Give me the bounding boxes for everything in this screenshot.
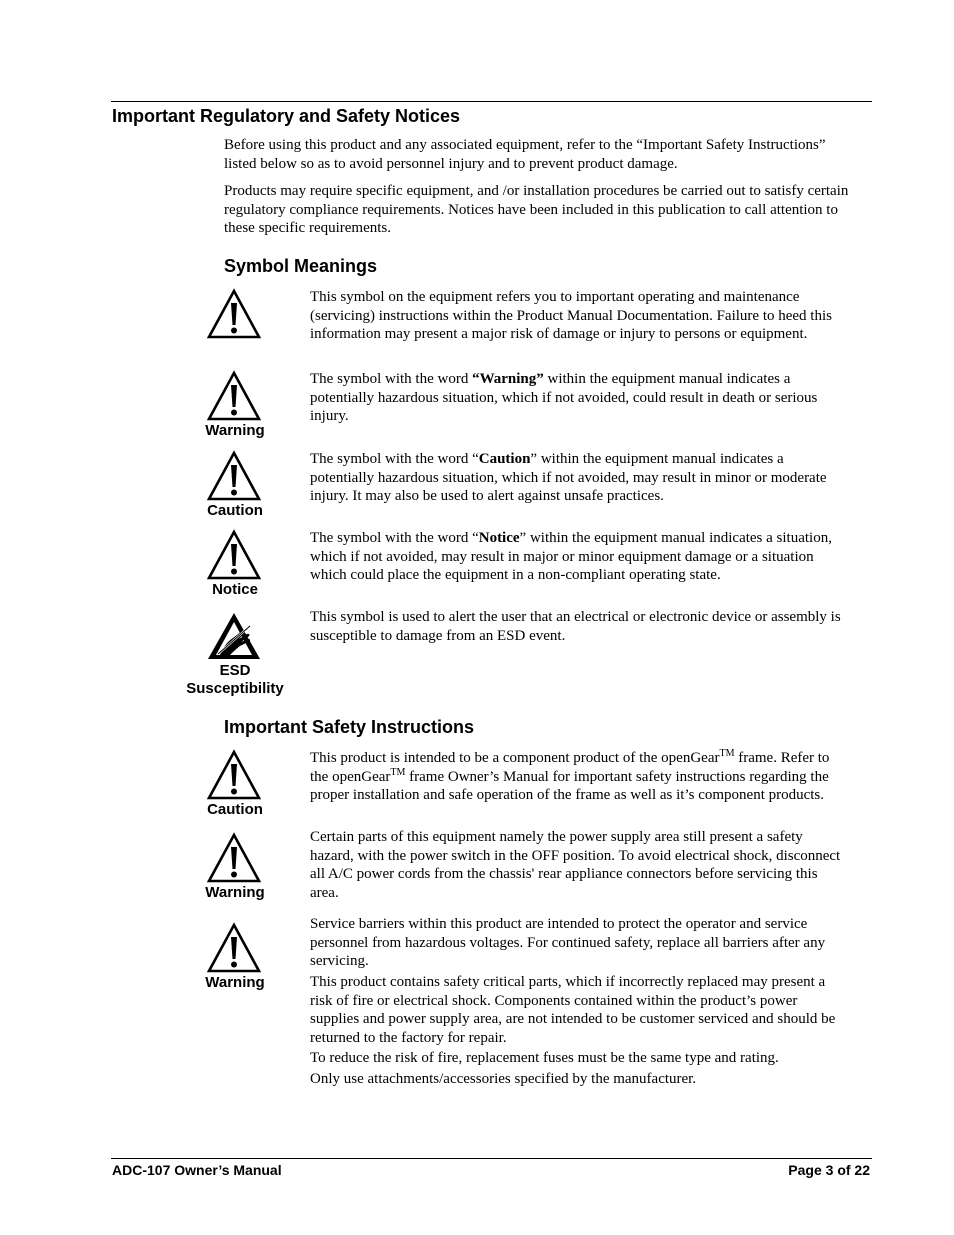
safety-instructions-heading: Important Safety Instructions — [224, 717, 475, 737]
esd-label-line1: ESD — [219, 662, 251, 679]
warning-triangle-icon — [206, 832, 262, 884]
safety-warning-label-1: Warning — [205, 884, 265, 901]
safety-item-1: This product is intended to be a component product of the openGear™ frame. Refer to the openGear™ frame Owner’s Manual for important safety instructions regarding the proper installation and safe operation of the frame as well as it’s component products. — [310, 748, 830, 803]
esd-hand-icon — [206, 610, 262, 662]
footer-rule — [111, 1158, 872, 1159]
footer-manual-title: ADC-107 Owner’s Manual — [112, 1162, 282, 1178]
header-rule — [111, 101, 872, 102]
warning-word: “Warning” — [472, 371, 544, 387]
caution-label: Caution — [207, 502, 263, 519]
notice-triangle-icon — [206, 529, 262, 581]
symbol-meanings-heading: Symbol Meanings — [224, 256, 378, 276]
footer-page-number: Page 3 of 22 — [788, 1162, 870, 1178]
trademark-mark: TM — [719, 748, 735, 759]
trademark-mark: TM — [390, 766, 406, 778]
safety-item-6: Only use attachments/accessories specified by the manufacturer. — [310, 1071, 697, 1087]
notice-word: Notice — [478, 530, 520, 546]
safety-item-3: Service barriers within this product are intended to protect the operator and service personnel from hazardous voltages. For continued safety, replace all barriers after any servicing. — [310, 916, 826, 969]
caution-triangle-icon — [206, 749, 262, 801]
safety-caution-label: Caution — [207, 801, 263, 818]
generic-symbol-text: This symbol on the equipment refers you to important operating and maintenance (servicing) instructions within the Product Manual Documentation. Failure to heed this information may present a major risk of damage or injury to persons or equipment. — [310, 289, 832, 342]
warning-symbol-text: The symbol with the word “Warning” within the equipment manual indicates a potentially hazardous situation, which if not avoided, could result in death or serious injury. — [310, 371, 818, 424]
caution-symbol-text: The symbol with the word “Caution” within the equipment manual indicates a potentially hazardous situation, which if not avoided, may result in minor or moderate injury. It may also be used to alert against unsafe practices. — [310, 451, 827, 504]
notice-symbol-text: The symbol with the word “Notice” within the equipment manual indicates a situation, which if not avoided, may result in major or minor equipment damage or a situation which could place the equipment in a non-compliant operating state. — [310, 530, 832, 583]
notice-label: Notice — [212, 581, 258, 598]
esd-label-line2: Susceptibility — [186, 680, 284, 697]
safety-item-2: Certain parts of this equipment namely the power supply area still present a safety hazard, with the power switch in the OFF position. To avoid electrical shock, disconnect all A/C power cords from the chassis' rear appliance connectors before servicing this area. — [310, 829, 841, 901]
page-heading: Important Regulatory and Safety Notices — [112, 106, 461, 126]
esd-symbol-text: This symbol is used to alert the user that an electrical or electronic device or assembly is susceptible to damage from an ESD event. — [310, 609, 841, 644]
safety-warning-label-2: Warning — [205, 974, 265, 991]
intro-paragraph-1: Before using this product and any associated equipment, refer to the “Important Safety Instructions” listed below so as to avoid personnel injury and to prevent product damage. — [224, 137, 826, 172]
safety-item-5: To reduce the risk of fire, replacement fuses must be the same type and rating. — [310, 1050, 779, 1066]
intro-paragraph-2: Products may require specific equipment, and /or installation procedures be carried out to satisfy certain regulatory compliance requirements. Notices have been included in this publication to call attention to these specific requirements. — [224, 183, 849, 236]
caution-word: Caution — [478, 451, 531, 467]
safety-item-4: This product contains safety critical parts, which if incorrectly replaced may present a risk of fire or electrical shock. Components contained within the product’s power supplies and power supply area, are not intended to be customer serviced and should be returned to the factory for repair. — [310, 974, 836, 1046]
warning-triangle-icon — [206, 288, 262, 340]
warning-label: Warning — [205, 422, 265, 439]
caution-triangle-icon — [206, 450, 262, 502]
warning-triangle-icon — [206, 370, 262, 422]
warning-triangle-icon — [206, 922, 262, 974]
